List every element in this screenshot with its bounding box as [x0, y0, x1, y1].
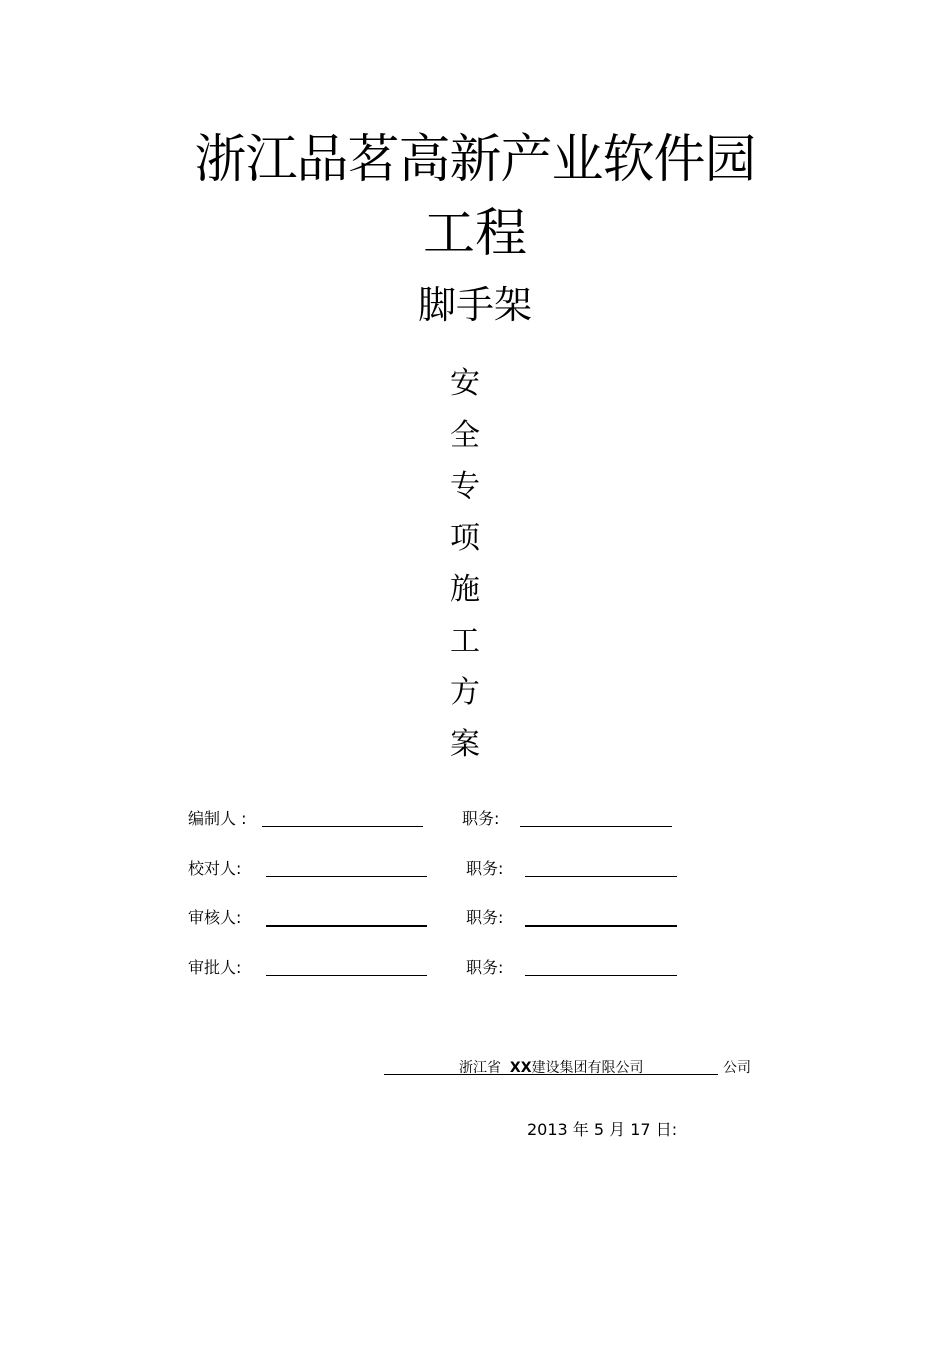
vertical-char: 案 — [450, 726, 480, 762]
preparer-duty-label: 职务: — [462, 809, 500, 828]
vertical-char: 项 — [450, 520, 480, 556]
company-suffix: 公司 — [723, 1060, 751, 1076]
vertical-char: 专 — [450, 469, 480, 504]
approver-duty-line — [525, 975, 677, 976]
preparer-signature-line — [262, 826, 423, 827]
checker-signature-line — [266, 876, 427, 877]
reviewer-duty-label: 职务: — [466, 908, 504, 927]
preparer-label: 编制人 : — [188, 809, 247, 828]
company-name — [459, 1057, 644, 1077]
vertical-char: 工 — [450, 623, 480, 659]
project-title-continued: 工程 — [422, 204, 527, 264]
signature-row-approver — [0, 951, 950, 981]
document-date: 2013 年 5 月 17 日: — [527, 1120, 678, 1139]
document-subject: 脚手架 — [417, 283, 532, 327]
preparer-duty-line — [520, 826, 672, 827]
vertical-char: 施 — [450, 572, 480, 607]
company-line — [0, 1055, 950, 1083]
vertical-char: 方 — [450, 675, 480, 710]
reviewer-duty-line — [525, 925, 677, 927]
signature-row-checker — [0, 852, 950, 882]
approver-signature-line — [266, 975, 427, 976]
signature-row-reviewer — [0, 901, 950, 931]
company-name-rest: 建设集团有限公司 — [531, 1060, 644, 1076]
checker-label: 校对人: — [188, 859, 242, 878]
signature-row-preparer — [0, 802, 950, 832]
approver-label: 审批人: — [188, 958, 242, 977]
vertical-char: 全 — [450, 417, 480, 453]
vertical-char: 安 — [450, 366, 480, 401]
checker-duty-line — [525, 876, 677, 877]
reviewer-label: 审核人: — [188, 908, 242, 927]
project-title: 浙江品茗高新产业软件园 — [194, 130, 756, 190]
company-province: 浙江省 — [459, 1060, 501, 1076]
company-placeholder: XX — [509, 1060, 532, 1076]
reviewer-signature-line — [266, 925, 427, 927]
vertical-document-type — [445, 358, 485, 770]
checker-duty-label: 职务: — [466, 859, 504, 878]
approver-duty-label: 职务: — [466, 958, 504, 977]
